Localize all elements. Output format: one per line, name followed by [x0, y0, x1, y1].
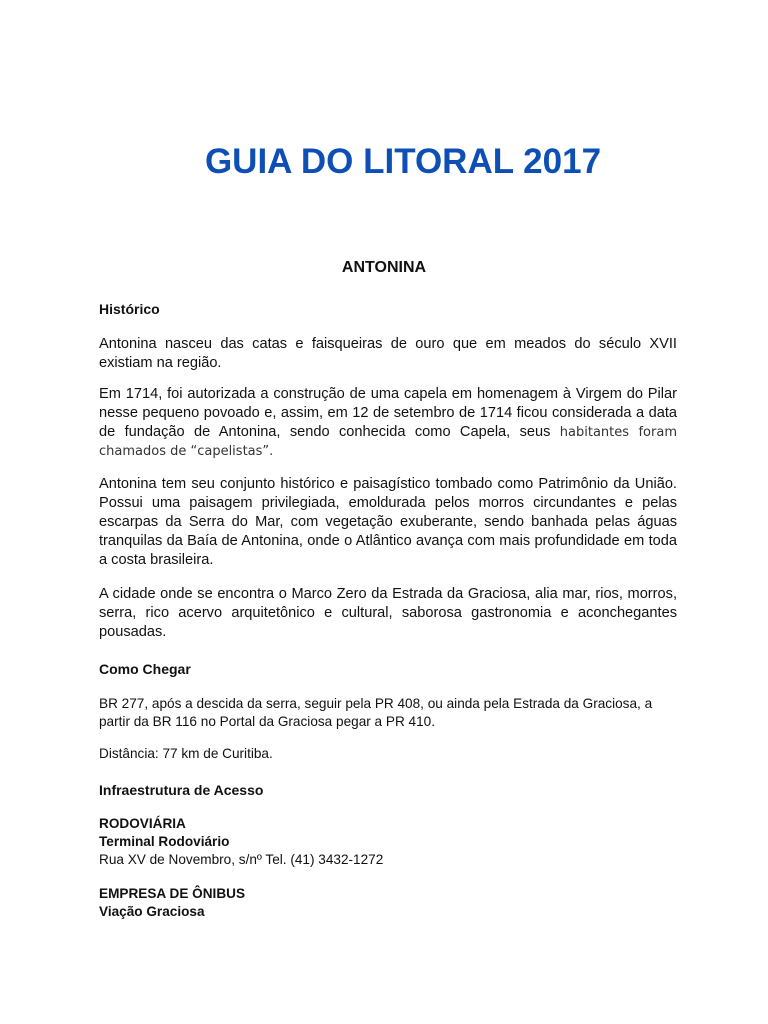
empresa-label: EMPRESA DE ÔNIBUS [99, 886, 246, 901]
historico-paragraph-3: Antonina tem seu conjunto histórico e paisagístico tombado como Patrimônio da União. Possui uma paisagem privilegiada, emoldurada pelos morros circundantes e pelas escarpas da Serra do Mar, com vegetação exuberante, sendo banhada pelas águas tranquilas da Baía de Antonina, onde o Atlântico avança com mais profundidade em toda a costa brasileira. [99, 476, 677, 568]
historico-heading: Histórico [99, 301, 160, 317]
empresa-block [99, 885, 699, 921]
historico-paragraph-1: Antonina nasceu das catas e faisqueiras de ouro que em meados do século XVII existiam na região. [99, 336, 677, 371]
city-title: ANTONINA [341, 259, 427, 276]
como-chegar-paragraph: BR 277, após a descida da serra, seguir pela PR 408, ou ainda pela Estrada da Graciosa, a partir da BR 116 no Portal da Graciosa pegar a PR 410. [99, 696, 653, 729]
terminal-address: Rua XV de Novembro, s/nº Tel. (41) 3432-1272 [99, 852, 384, 867]
rodoviaria-block [99, 815, 699, 869]
como-chegar-heading: Como Chegar [99, 661, 191, 677]
rodoviaria-label: RODOVIÁRIA [99, 816, 186, 831]
distancia-text: Distância: 77 km de Curitiba. [99, 746, 273, 761]
terminal-name: Terminal Rodoviário [99, 834, 230, 849]
document-title: GUIA DO LITORAL 2017 [204, 142, 602, 181]
historico-paragraph-4: A cidade onde se encontra o Marco Zero da Estrada da Graciosa, alia mar, rios, morros, serra, rico acervo arquitetônico e cultural, saborosa gastronomia e aconchegantes pousadas. [99, 586, 677, 640]
historico-paragraph-2 [99, 385, 677, 461]
historico-paragraph-2-tail: habitantes foram chamados de “capelistas”. [99, 425, 677, 459]
empresa-name: Viação Graciosa [99, 904, 205, 919]
infraestrutura-heading: Infraestrutura de Acesso [99, 782, 264, 798]
historico-paragraph-2-main: Em 1714, foi autorizada a construção de uma capela em homenagem à Virgem do Pilar nesse pequeno povoado e, assim, em 12 de setembro de 1714 ficou considerada a data de fundação de Antonina, sendo conhecida como Capela, seus [99, 386, 677, 440]
